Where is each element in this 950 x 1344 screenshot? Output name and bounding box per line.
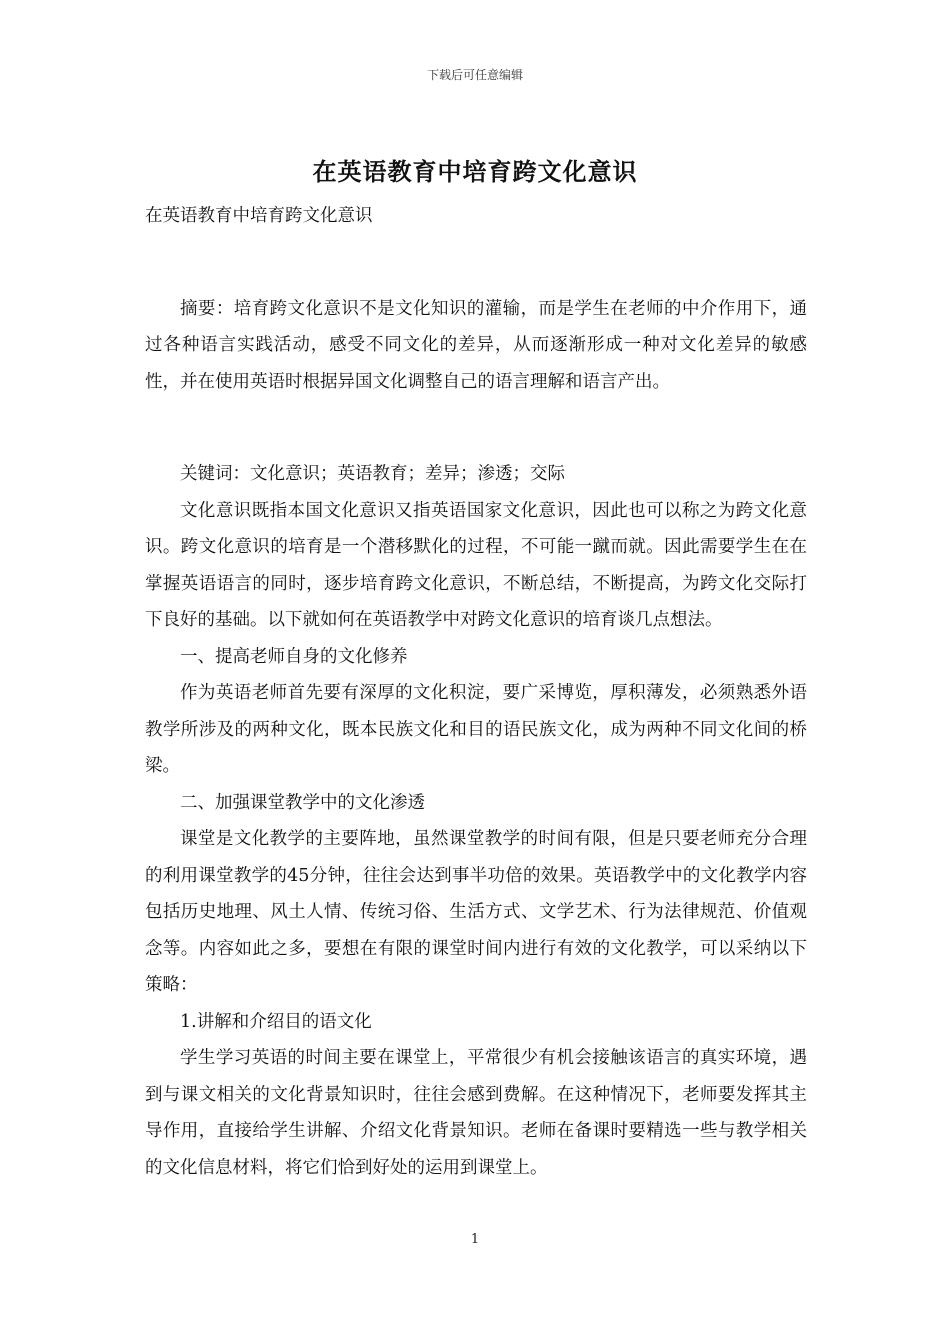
spacer [145, 436, 807, 456]
spacer [145, 235, 807, 271]
body-paragraph: 文化意识既指本国文化意识又指英语国家文化意识，因此也可以称之为跨文化意识。跨文化意识的培育是一个潜移默化的过程，不可能一蹴而就。因此需要学生在在掌握英语语言的同时，逐步培育跨文化意识，不断总结，不断提高，为跨文化交际打下良好的基础。以下就如何在英语教学中对跨文化意识的培育谈几点想法。 [145, 500, 807, 630]
header-note: 下载后可任意编辑 [426, 68, 523, 82]
spacer [145, 400, 807, 436]
body-paragraph: 作为英语老师首先要有深厚的文化积淀，要广采博览，厚积薄发，必须熟悉外语教学所涉及的两种文化，既本民族文化和目的语民族文化，成为两种不同文化间的桥梁。 [145, 683, 807, 776]
subsection-heading: 1.讲解和介绍目的语文化 [180, 1011, 372, 1032]
spacer [145, 271, 807, 291]
keywords-line: 关键词：文化意识；英语教育；差异；渗透；交际 [180, 464, 565, 484]
section-heading: 一、提高老师自身的文化修养 [180, 646, 408, 667]
document-title: 在英语教育中培育跨文化意识 [312, 157, 638, 186]
abstract-paragraph: 摘要：培育跨文化意识不是文化知识的灌输，而是学生在老师的中介作用下，通过各种语言实践活动，感受不同文化的差异，从而逐渐形成一种对文化差异的敏感性，并在使用英语时根据异国文化调整自己的语言理解和语言产出。 [145, 298, 807, 392]
section-heading: 二、加强课堂教学中的文化渗透 [180, 792, 425, 813]
document-body [145, 198, 807, 1186]
body-paragraph: 学生学习英语的时间主要在课堂上，平常很少有机会接触该语言的真实环境，遇到与课文相关的文化背景知识时，往往会感到费解。在这种情况下，老师要发挥其主导作用，直接给学生讲解、介绍文化背景知识。老师在备课时要精选一些与教学相关的文化信息材料，将它们恰到好处的运用到课堂上。 [145, 1048, 807, 1178]
body-paragraph: 课堂是文化教学的主要阵地，虽然课堂教学的时间有限，但是只要老师充分合理的利用课堂教学的45分钟，往往会达到事半功倍的效果。英语教学中的文化教学内容包括历史地理、风土人情、传统习俗、生活方式、文学艺术、行为法律规范、价值观念等。内容如此之多，要想在有限的课堂时间内进行有效的文化教学，可以采纳以下策略： [145, 829, 807, 995]
document-subtitle: 在英语教育中培育跨文化意识 [145, 206, 373, 226]
page-number: 1 [470, 1232, 480, 1247]
